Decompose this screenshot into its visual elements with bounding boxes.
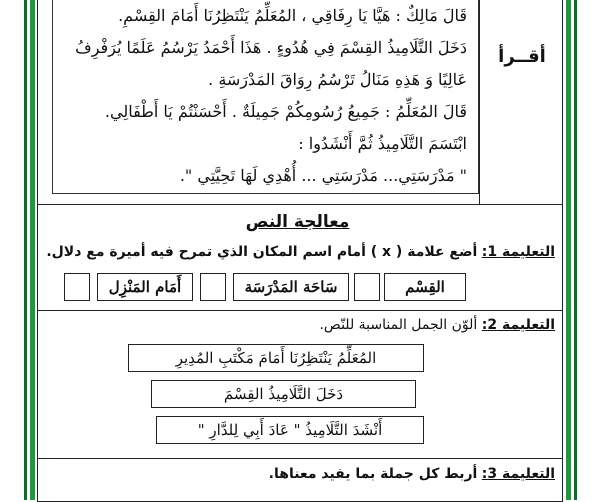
task1-checkbox-house[interactable] [64,273,90,301]
reading-line-2: دَخَلَ التَّلَامِيذُ القِسْمَ فِي هُدُوءٍ . هَذَا أَحْمَدُ يَرْسُمُ عَلَمًا يُرَفْرِفُ [75,38,467,57]
reading-line-1: قَالَ مَالِكٌ : هَيَّا يَا رِفَاقِي ، المُعَلِّمُ يَنْتَظِرُنَا أَمَامَ القِسْمِ. [118,6,467,25]
task2-instruction [319,317,555,333]
reading-label: أقــرأ [498,46,546,67]
task1-text: أضع علامة ( x ) أمام اسم المكان الذي تمرح فيه أميرة مع دلال. [46,244,478,260]
task2-sentence-3[interactable]: أَنْشَدَ التَّلَامِيذُ " عَادَ أَبِي لِلدَّارِ " [156,416,424,444]
reading-label-cell [479,0,563,204]
reading-line-6: " مَدْرَسَتِي... مَدْرَسَتِي ... أُهْدِي لَهَا تَحِيَّتِي ". [179,166,467,185]
task1-key: التعليمة 1: [481,244,555,260]
page-border-right [566,0,571,500]
reading-line-3: عَالِيًا وَ هَذِهِ مَنَالُ تَرْسُمُ رِوَاقَ المَدْرَسَةِ . [208,70,467,89]
task3-key: التعليمة 3: [481,466,555,482]
reading-line-4: قَالَ المُعَلِّمُ : جَمِيعُ رُسُومِكُمْ جَمِيلَةٌ . أَحْسَنْتُمْ يَا أَطْفَالِي. [104,102,467,121]
reading-line-5: ابْتَسَمَ التَّلَامِيذُ ثُمَّ أَنْشَدُوا : [298,134,467,153]
task2-sentence-2[interactable]: دَخَلَ التَّلَامِيذُ القِسْمَ [151,380,416,408]
page-border-left [30,0,35,500]
task1-checkbox-schoolyard[interactable] [200,273,226,301]
task3-instruction [269,466,555,482]
task2-sentence-1[interactable]: المُعَلِّمُ يَنْتَظِرُنَا أَمَامَ مَكْتَبِ المُدِيرِ [128,344,424,372]
task1-instruction [46,244,555,260]
task2-key: التعليمة 2: [481,317,555,333]
task2-text: ألوّن الجمل المناسبة للنّص. [319,317,478,333]
reading-text-box [52,0,479,194]
task1-option-classroom: القِسْم [384,273,466,301]
page-border-left-dark [24,0,27,500]
section-title: معالجة النص [245,212,350,232]
task1-option-house: أَمَام المَنْزِل [97,273,193,301]
task1-option-schoolyard: سَاحَة المَدْرَسَة [233,273,349,301]
section-divider-2 [37,310,563,311]
section-divider-1 [37,204,563,205]
page-border-right-dark [574,0,577,500]
task3-text: أربط كل جملة بما يفيد معناها. [268,466,478,482]
task1-checkbox-classroom[interactable] [354,273,380,301]
section-divider-3 [37,458,563,459]
